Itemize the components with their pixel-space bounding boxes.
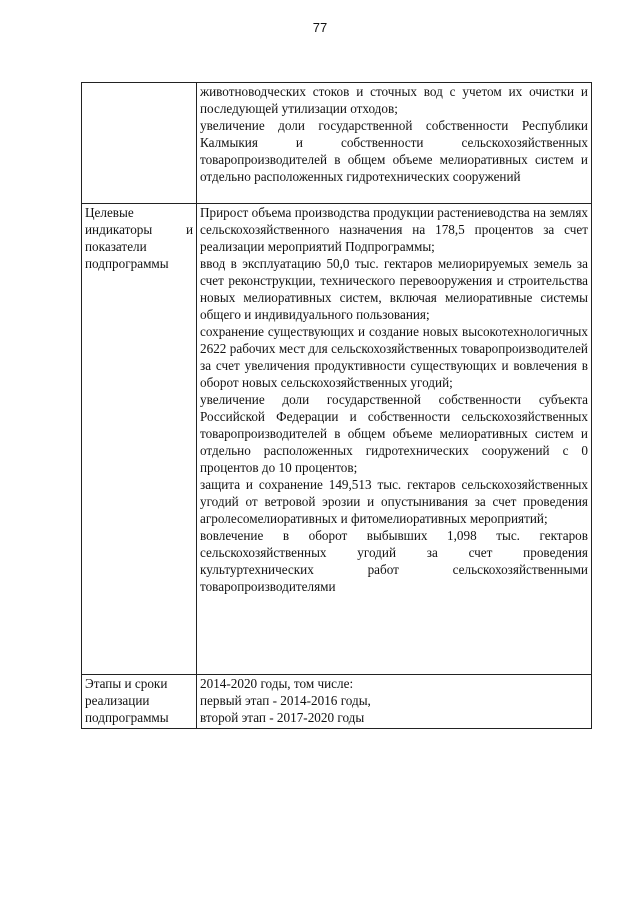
table-row (82, 675, 592, 729)
paragraph: второй этап - 2017-2020 годы (200, 710, 365, 725)
row-content (197, 83, 592, 204)
row-label (82, 83, 197, 204)
paragraph: сохранение существующих и создание новых высокотехнологичных 2622 рабочих мест для сельскохозяйственных товаропроизводителей за счет увеличения продуктивности существующих и вовлечения в оборот новых сельскохозяйственных угодий; (200, 324, 588, 390)
paragraph: Прирост объема производства продукции растениеводства на землях сельскохозяйственного назначения на 178,5 процентов за счет реализации мероприятий Подпрограммы; (200, 205, 588, 254)
row-content (197, 204, 592, 675)
passport-table (81, 82, 592, 729)
paragraph: животноводческих стоков и сточных вод с учетом их очистки и последующей утилизации отходов; (200, 84, 588, 116)
paragraph: увеличение доли государственной собственности субъекта Российской Федерации и собственности сельскохозяйственных товаропроизводителей в общем объеме мелиоративных систем и отдельно расположенных гидротехнических сооружений с 0 процентов до 10 процентов; (200, 392, 588, 475)
row-label: Целевые индикаторы и показатели подпрограммы (82, 204, 197, 675)
paragraph: защита и сохранение 149,513 тыс. гектаров сельскохозяйственных угодий от ветровой эрозии и опустынивания за счет проведения агролесомелиоративных и фитомелиоративных мероприятий; (200, 477, 588, 526)
table-row (82, 204, 592, 675)
paragraph: первый этап - 2014-2016 годы, (200, 693, 371, 708)
row-label: Этапы и сроки реализации подпрограммы (82, 675, 197, 729)
table-row (82, 83, 592, 204)
row-content (197, 675, 592, 729)
paragraph: 2014-2020 годы, том числе: (200, 676, 354, 691)
paragraph: ввод в эксплуатацию 50,0 тыс. гектаров мелиорируемых земель за счет реконструкции, технического перевооружения и строительства новых мелиоративных систем, включая мелиоративные системы общего и индивидуального пользования; (200, 256, 588, 322)
page-number: 77 (312, 20, 328, 35)
paragraph: увеличение доли государственной собственности Республики Калмыкия и собственности сельскохозяйственных товаропроизводителей в общем объеме мелиоративных систем и отдельно расположенных гидротехнических сооружений (200, 118, 588, 184)
paragraph: вовлечение в оборот выбывших 1,098 тыс. гектаров сельскохозяйственных угодий за счет проведения культуртехнических работ сельскохозяйственными товаропроизводителями (200, 528, 588, 594)
